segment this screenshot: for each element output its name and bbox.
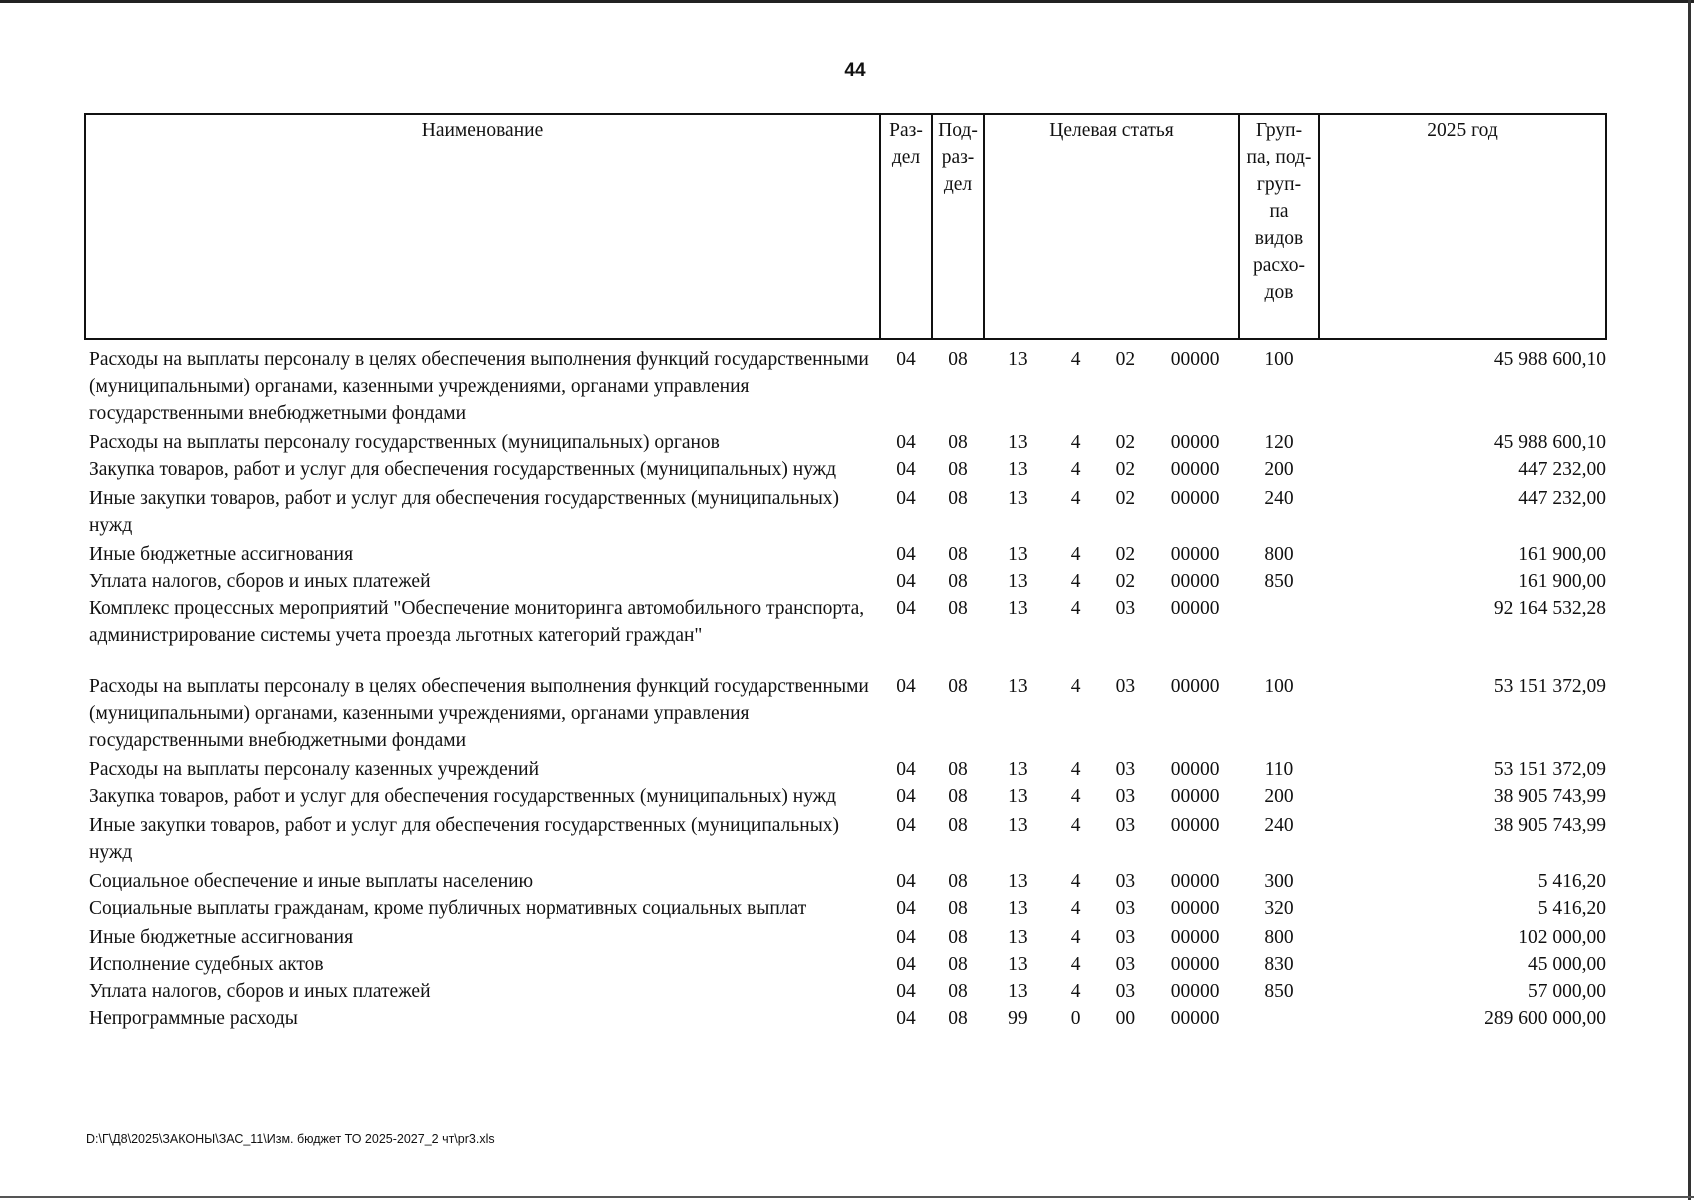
target-article-ts3: 03: [1115, 927, 1136, 948]
row-name: Исполнение судебных актов: [89, 954, 324, 975]
row-amount: 53 151 372,09: [1493, 759, 1606, 780]
row-target-article: [984, 783, 1239, 812]
row-amount: 102 000,00: [1518, 927, 1606, 948]
target-article-parts: [984, 812, 1239, 839]
target-article-ts4: 00000: [1170, 815, 1220, 836]
table-row: [85, 541, 1606, 568]
target-article-ts1: 13: [1008, 981, 1028, 1002]
target-article-ts1: 99: [1008, 1008, 1028, 1029]
target-article-ts4: 00000: [1170, 786, 1220, 807]
target-article-ts2: 4: [1070, 544, 1081, 565]
row-subsection: 08: [948, 571, 968, 592]
target-article-ts1: 13: [1008, 871, 1028, 892]
row-target-article: [984, 339, 1239, 429]
row-subsection: 08: [948, 898, 968, 919]
row-target-article: [984, 456, 1239, 485]
row-section: 04: [896, 759, 916, 780]
target-article-ts3: 03: [1115, 676, 1136, 697]
row-name: Расходы на выплаты персоналу в целях обеспечения выполнения функций государственными (муниципальными) органами, казенными учреждениями, органами управления государственными внебюджетными фондами: [89, 349, 869, 424]
target-article-ts2: 4: [1070, 432, 1081, 453]
row-subsection: 08: [948, 1008, 968, 1029]
row-section: 04: [896, 786, 916, 807]
target-article-ts1: 13: [1008, 786, 1028, 807]
row-section: 04: [896, 432, 916, 453]
header-name: Наименование: [85, 114, 880, 339]
table-row: [85, 568, 1606, 595]
row-subsection: 08: [948, 871, 968, 892]
table-row: [85, 485, 1606, 541]
row-subsection: 08: [948, 432, 968, 453]
target-article-ts1: 13: [1008, 676, 1028, 697]
target-article-parts: [984, 1005, 1239, 1032]
row-amount: 161 900,00: [1518, 571, 1606, 592]
row-expense-group: 800: [1264, 544, 1294, 565]
target-article-ts3: 03: [1115, 759, 1136, 780]
target-article-ts3: 02: [1115, 432, 1136, 453]
row-target-article: [984, 951, 1239, 978]
table-row: [85, 951, 1606, 978]
row-expense-group: 200: [1264, 786, 1294, 807]
table-header: [85, 114, 1606, 339]
target-article-ts2: 4: [1070, 349, 1081, 370]
row-target-article: [984, 673, 1239, 756]
row-subsection: 08: [948, 349, 968, 370]
row-target-article: [984, 541, 1239, 568]
row-section: 04: [896, 459, 916, 480]
target-article-ts2: 4: [1070, 815, 1081, 836]
target-article-ts3: 02: [1115, 544, 1136, 565]
row-subsection: 08: [948, 759, 968, 780]
target-article-parts: [984, 978, 1239, 1005]
row-expense-group: 850: [1264, 571, 1294, 592]
target-article-ts2: 4: [1070, 786, 1081, 807]
target-article-parts: [984, 673, 1239, 700]
row-amount: 57 000,00: [1528, 981, 1606, 1002]
table-row: [85, 429, 1606, 456]
row-subsection: 08: [948, 927, 968, 948]
target-article-ts3: 03: [1115, 898, 1136, 919]
row-expense-group: 240: [1264, 488, 1294, 509]
row-name: Непрограммные расходы: [89, 1008, 298, 1029]
header-section: [880, 114, 932, 339]
row-amount: 92 164 532,28: [1493, 598, 1606, 619]
target-article-ts4: 00000: [1170, 544, 1220, 565]
row-expense-group: 100: [1264, 676, 1294, 697]
target-article-parts: [984, 456, 1239, 483]
row-section: 04: [896, 981, 916, 1002]
footer-file-path: D:\Г\Д8\2025\ЗАКОНЫ\ЗАС_11\Изм. бюджет ТО 2025-2027_2 чт\pr3.xls: [86, 1132, 495, 1146]
table-row: [85, 456, 1606, 485]
row-amount: 5 416,20: [1537, 871, 1606, 892]
target-article-ts1: 13: [1008, 459, 1028, 480]
target-article-ts4: 00000: [1170, 432, 1220, 453]
page-top-edge: [0, 0, 1694, 3]
target-article-ts2: 4: [1070, 676, 1081, 697]
row-expense-group: 320: [1264, 898, 1294, 919]
row-name: Иные бюджетные ассигнования: [89, 544, 354, 565]
target-article-ts1: 13: [1008, 598, 1028, 619]
target-article-ts4: 00000: [1170, 927, 1220, 948]
row-target-article: [984, 812, 1239, 868]
row-section: 04: [896, 954, 916, 975]
table-row: [85, 895, 1606, 924]
row-name: Социальные выплаты гражданам, кроме публичных нормативных социальных выплат: [89, 898, 807, 919]
target-article-ts1: 13: [1008, 544, 1028, 565]
row-target-article: [984, 1005, 1239, 1032]
row-amount: 447 232,00: [1518, 459, 1606, 480]
target-article-ts2: 4: [1070, 759, 1081, 780]
row-name: Уплата налогов, сборов и иных платежей: [89, 571, 431, 592]
target-article-ts4: 00000: [1170, 898, 1220, 919]
target-article-ts4: 00000: [1170, 871, 1220, 892]
target-article-ts3: 03: [1115, 871, 1136, 892]
table-row: [85, 756, 1606, 783]
target-article-ts3: 03: [1115, 815, 1136, 836]
row-section: 04: [896, 927, 916, 948]
row-section: 04: [896, 488, 916, 509]
row-name: Расходы на выплаты персоналу в целях обеспечения выполнения функций государственными (муниципальными) органами, казенными учреждениями, органами управления государственными внебюджетными фондами: [89, 676, 869, 751]
target-article-ts3: 02: [1115, 571, 1136, 592]
target-article-ts2: 4: [1070, 598, 1081, 619]
page-right-edge: [1688, 0, 1691, 1200]
target-article-ts4: 00000: [1170, 954, 1220, 975]
target-article-ts1: 13: [1008, 571, 1028, 592]
target-article-ts4: 00000: [1170, 1008, 1220, 1029]
row-section: 04: [896, 815, 916, 836]
target-article-ts1: 13: [1008, 898, 1028, 919]
target-article-ts2: 4: [1070, 871, 1081, 892]
target-article-ts4: 00000: [1170, 488, 1220, 509]
page-number: 44: [844, 60, 866, 81]
row-section: 04: [896, 598, 916, 619]
row-name: Иные бюджетные ассигнования: [89, 927, 354, 948]
target-article-ts3: 00: [1115, 1008, 1136, 1029]
table-row: [85, 783, 1606, 812]
row-expense-group: [1239, 1005, 1319, 1032]
row-amount: 289 600 000,00: [1484, 1008, 1606, 1029]
target-article-ts3: 03: [1115, 954, 1136, 975]
row-name: Социальное обеспечение и иные выплаты населению: [89, 871, 534, 892]
table-row: [85, 595, 1606, 673]
target-article-ts4: 00000: [1170, 349, 1220, 370]
table-body: [85, 339, 1606, 1032]
row-target-article: [984, 756, 1239, 783]
row-expense-group: 100: [1264, 349, 1294, 370]
row-subsection: 08: [948, 544, 968, 565]
target-article-parts: [984, 541, 1239, 568]
row-target-article: [984, 568, 1239, 595]
target-article-parts: [984, 346, 1239, 373]
table-row: [85, 339, 1606, 429]
row-expense-group: 800: [1264, 927, 1294, 948]
row-name: Расходы на выплаты персоналу государственных (муниципальных) органов: [89, 432, 720, 453]
target-article-parts: [984, 756, 1239, 783]
row-target-article: [984, 978, 1239, 1005]
row-amount: 45 988 600,10: [1493, 432, 1606, 453]
row-subsection: 08: [948, 786, 968, 807]
target-article-ts1: 13: [1008, 432, 1028, 453]
row-amount: 45 000,00: [1528, 954, 1606, 975]
row-amount: 447 232,00: [1518, 488, 1606, 509]
row-target-article: [984, 429, 1239, 456]
row-section: 04: [896, 871, 916, 892]
target-article-ts1: 13: [1008, 488, 1028, 509]
target-article-parts: [984, 568, 1239, 595]
table-row: [85, 1005, 1606, 1032]
budget-table: [84, 113, 1607, 1032]
row-amount: 5 416,20: [1537, 898, 1606, 919]
row-section: 04: [896, 898, 916, 919]
target-article-ts3: 02: [1115, 349, 1136, 370]
row-subsection: 08: [948, 459, 968, 480]
row-expense-group: 830: [1264, 954, 1294, 975]
row-target-article: [984, 895, 1239, 924]
target-article-parts: [984, 868, 1239, 895]
row-subsection: 08: [948, 954, 968, 975]
row-amount: 53 151 372,09: [1493, 676, 1606, 697]
target-article-parts: [984, 485, 1239, 512]
header-target-article: Целевая статья: [984, 114, 1239, 339]
header-year: 2025 год: [1319, 114, 1606, 339]
header-expense-group: [1239, 114, 1319, 339]
page-bottom-edge: [0, 1196, 1694, 1198]
row-amount: 38 905 743,99: [1493, 786, 1606, 807]
target-article-ts2: 4: [1070, 981, 1081, 1002]
row-expense-group: 300: [1264, 871, 1294, 892]
row-name: Комплекс процессных мероприятий "Обеспечение мониторинга автомобильного транспорта, администрирование системы учета проезда льготных категорий граждан": [89, 598, 865, 646]
row-subsection: 08: [948, 981, 968, 1002]
row-expense-group: [1239, 595, 1319, 673]
target-article-ts1: 13: [1008, 927, 1028, 948]
target-article-ts1: 13: [1008, 349, 1028, 370]
table-row: [85, 812, 1606, 868]
table-row: [85, 924, 1606, 951]
target-article-ts4: 00000: [1170, 676, 1220, 697]
target-article-ts4: 00000: [1170, 459, 1220, 480]
row-amount: 38 905 743,99: [1493, 815, 1606, 836]
header-section-text: Раз- дел: [889, 120, 923, 168]
target-article-parts: [984, 924, 1239, 951]
row-target-article: [984, 868, 1239, 895]
target-article-ts2: 4: [1070, 488, 1081, 509]
target-article-parts: [984, 595, 1239, 622]
target-article-ts2: 0: [1070, 1008, 1081, 1029]
row-subsection: 08: [948, 676, 968, 697]
row-expense-group: 110: [1264, 759, 1294, 780]
target-article-ts1: 13: [1008, 954, 1028, 975]
row-expense-group: 200: [1264, 459, 1294, 480]
target-article-ts3: 02: [1115, 459, 1136, 480]
row-expense-group: 240: [1264, 815, 1294, 836]
target-article-ts2: 4: [1070, 571, 1081, 592]
target-article-ts4: 00000: [1170, 981, 1220, 1002]
row-name: Иные закупки товаров, работ и услуг для обеспечения государственных (муниципальных) нужд: [89, 815, 840, 863]
row-expense-group: 850: [1264, 981, 1294, 1002]
target-article-ts3: 03: [1115, 786, 1136, 807]
row-amount: 45 988 600,10: [1493, 349, 1606, 370]
header-subsection-text: Под- раз- дел: [938, 120, 978, 195]
row-name: Закупка товаров, работ и услуг для обеспечения государственных (муниципальных) нужд: [89, 786, 837, 807]
row-section: 04: [896, 1008, 916, 1029]
target-article-ts4: 00000: [1170, 598, 1220, 619]
table-row: [85, 868, 1606, 895]
row-name: Иные закупки товаров, работ и услуг для обеспечения государственных (муниципальных) нужд: [89, 488, 840, 536]
target-article-ts1: 13: [1008, 815, 1028, 836]
row-name: Закупка товаров, работ и услуг для обеспечения государственных (муниципальных) нужд: [89, 459, 837, 480]
target-article-parts: [984, 951, 1239, 978]
row-target-article: [984, 485, 1239, 541]
row-section: 04: [896, 544, 916, 565]
target-article-ts4: 00000: [1170, 571, 1220, 592]
target-article-ts1: 13: [1008, 759, 1028, 780]
row-amount: 161 900,00: [1518, 544, 1606, 565]
target-article-parts: [984, 429, 1239, 456]
target-article-ts2: 4: [1070, 898, 1081, 919]
row-subsection: 08: [948, 488, 968, 509]
target-article-parts: [984, 783, 1239, 810]
table-row: [85, 978, 1606, 1005]
row-expense-group: 120: [1264, 432, 1294, 453]
table-row: [85, 673, 1606, 756]
row-name: Уплата налогов, сборов и иных платежей: [89, 981, 431, 1002]
target-article-ts2: 4: [1070, 459, 1081, 480]
row-section: 04: [896, 571, 916, 592]
target-article-ts3: 02: [1115, 488, 1136, 509]
row-subsection: 08: [948, 815, 968, 836]
row-target-article: [984, 924, 1239, 951]
target-article-ts3: 03: [1115, 981, 1136, 1002]
target-article-ts2: 4: [1070, 954, 1081, 975]
target-article-ts3: 03: [1115, 598, 1136, 619]
header-subsection: [932, 114, 984, 339]
row-section: 04: [896, 676, 916, 697]
target-article-ts2: 4: [1070, 927, 1081, 948]
row-target-article: [984, 595, 1239, 673]
header-expense-group-text: Груп- па, под- груп- па видов расхо- дов: [1246, 120, 1312, 303]
row-name: Расходы на выплаты персоналу казенных учреждений: [89, 759, 540, 780]
target-article-ts4: 00000: [1170, 759, 1220, 780]
target-article-parts: [984, 895, 1239, 922]
row-subsection: 08: [948, 598, 968, 619]
row-section: 04: [896, 349, 916, 370]
